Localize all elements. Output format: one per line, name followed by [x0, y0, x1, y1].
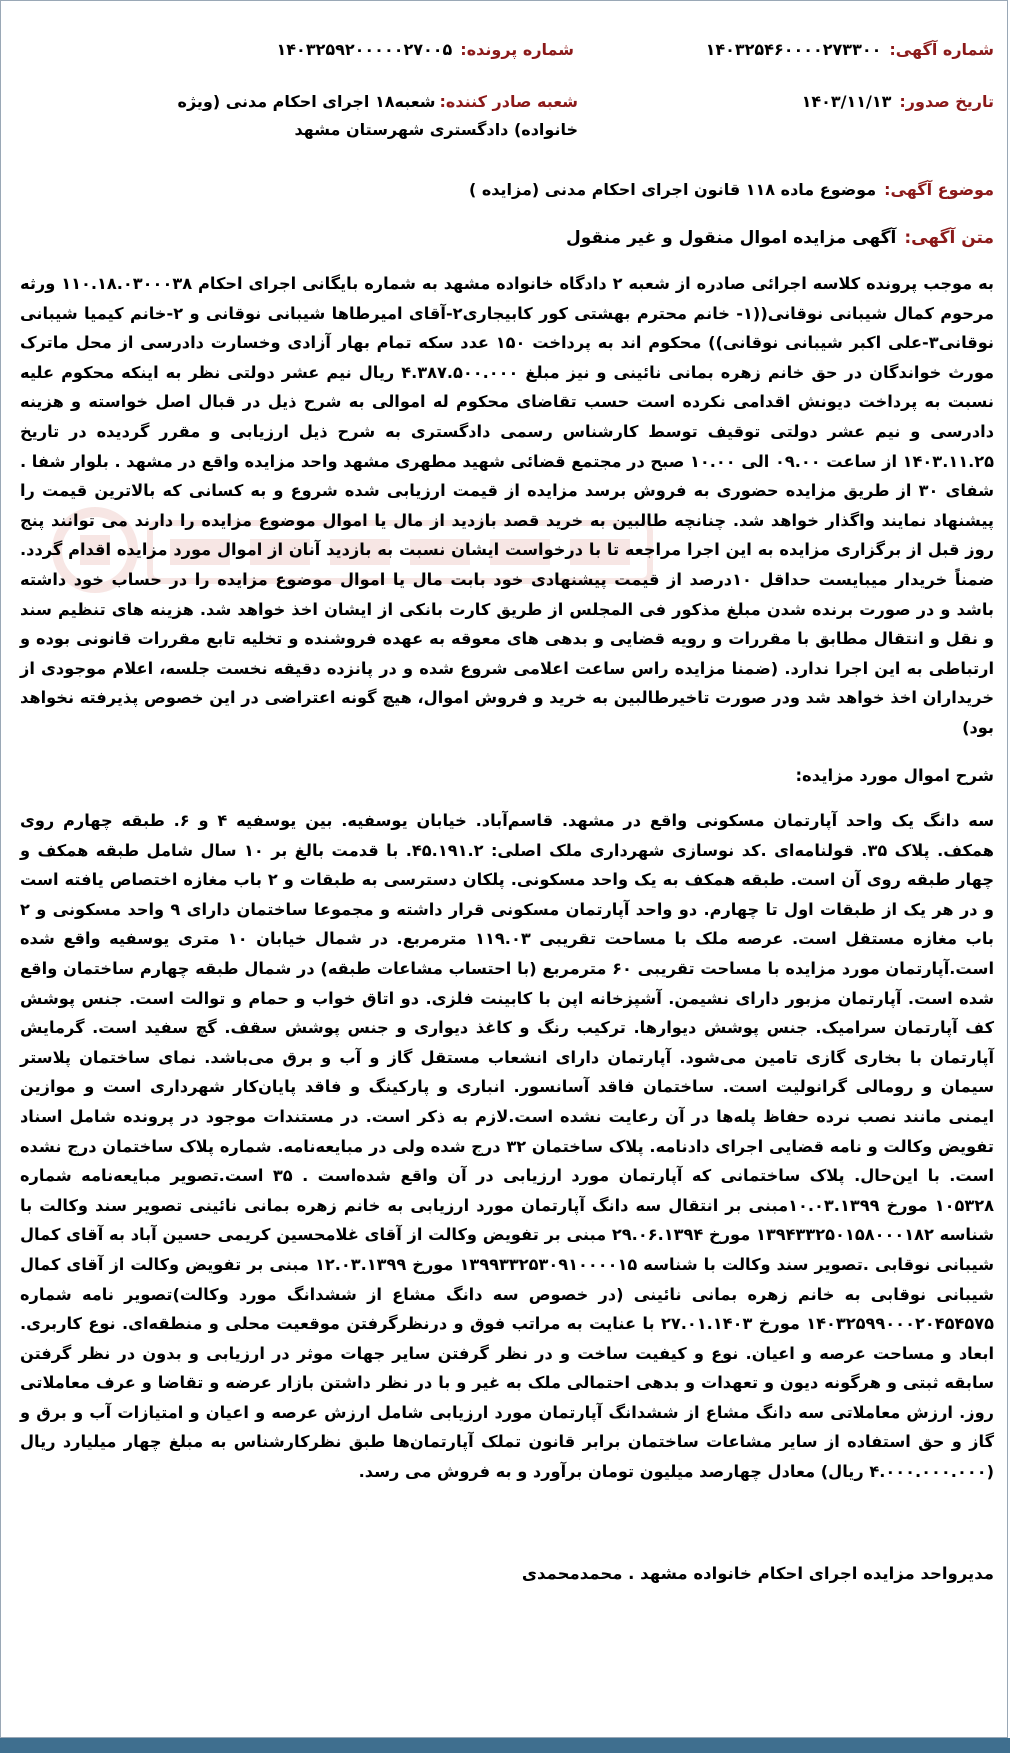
main-paragraph: به موجب پرونده کلاسه اجرائی صادره از شعبه ۲ دادگاه خانواده مشهد به شماره بایگانی اجرای احکام ۱۱۰.۱۸.۰۳۰۰۰۳۸ ورثه مرحوم کمال شیبانی نوقانی((۱- خانم محترم بهشتی کور کابیجاری۲-آقای امیرطاها شیبانی نوقانی و ۲-خانم کیمیا شیبانی نوقانی۳-علی اکبر شیبانی نوقانی)) محکوم اند به پرداخت ۱۵۰ عدد سکه تمام بهار آزادی وخسارت دادرسی از محل ماترک مورث خواندگان در حق خانم زهره بمانی نائینی و نیز مبلغ ۴.۳۸۷.۵۰۰.۰۰۰ ریال نیم عشر دولتی نظر به اینکه محکوم علیه نسبت به پرداخت دیونش اقدامی نکرده است حسب تقاضای محکوم له اموالی به شرح ذیل در قبال اصل خواسته و هزینه دادرسی و نیم عشر دولتی توقیف توسط کارشناس رسمی دادگستری به شرح ذیل ارزیابی و مقرر گردیده در تاریخ ۱۴۰۳.۱۱.۲۵ از ساعت ۰۹.۰۰ الی ۱۰.۰۰ صبح در مجتمع قضائی شهید مطهری مشهد واحد مزایده واقع در مشهد . بلوار شفا . شفای ۳۰ از طریق مزایده حضوری به فروش برسد مزایده از قیمت ارزیابی شده شروع و به کسانی که بالاترین قیمت را پیشنهاد نمایند واگذار خواهد شد. چنانچه طالبین به خرید قصد بازدید از مال یا اموال موضوع مزایده را دارند می توانند پنج روز قبل از برگزاری مزایده به این اجرا مراجعه تا با درخواست ایشان نسبت به بازدید آنان از اموال مورد مزایده اقدام گردد. ضمناً خریدار میبایست حداقل ۱۰درصد از قیمت پیشنهادی خود بابت مال یا اموال موضوع مزایده را در حساب خود داشته باشد و در صورت برنده شدن مبلغ مذکور فی المجلس از طریق کارت بانکی از ایشان اخذ خواهد شد. هزینه های تنظیم سند و نقل و انتقال مطابق با مقررات و رویه قضایی و بدهی های معوقه به عهده فروشنده و تخلیه تابع مقررات قانونی بوده و ارتباطی به این اجرا ندارد. (ضمنا مزایده راس ساعت اعلامی شروع شده و در پانزده دقیقه نخست جلسه، اعلام موجودی از خریداران اخذ خواهد شد ودر صورت تاخیرطالبین به خرید و فروش اموال، هیچ گونه اعتراضی در این خصوص پذیرفته نخواهد بود) — [20, 274, 995, 737]
bottom-bar — [0, 1738, 1010, 1753]
property-paragraph: سه دانگ یک واحد آپارتمان مسکونی واقع در مشهد. قاسم‌آباد. خیابان یوسفیه. بین یوسفیه ۴ و ۶. طبقه چهارم روی همکف. پلاک ۳۵. قولنامه‌ای .کد نوسازی شهرداری ملک اصلی: ۴۵.۱۹۱.۲. با قدمت بالغ بر ۱۰ سال شامل طبقه همکف و چهار طبقه روی آن است. طبقه همکف به یک واحد مسکونی. پلکان دسترسی به طبقات و ۲ باب مغازه اختصاص یافته است و در هر یک از طبقات اول تا چهارم. دو واحد آپارتمان مسکونی قرار داشته و مجموعا ساختمان دارای ۹ واحد مسکونی و ۲ باب مغازه مستقل است. عرصه ملک با مساحت تقریبی ۱۱۹.۰۳ مترمربع. در شمال خیابان ۱۰ متری یوسفیه واقع شده است.آپارتمان مورد مزایده با مساحت تقریبی ۶۰ مترمربع (با احتساب مشاعات طبقه) در شمال طبقه چهارم ساختمان واقع شده است. آپارتمان مزبور دارای نشیمن. آشپزخانه اپن با کابینت فلزی. دو اتاق خواب و حمام و توالت است. جنس پوشش کف آپارتمان سرامیک. جنس پوشش دیوارها. ترکیب رنگ و کاغذ دیواری و جنس پوشش سقف. گچ سفید است. گرمایش آپارتمان با بخاری گازی تامین می‌شود. آپارتمان دارای انشعاب مستقل گاز و آب و برق می‌باشد. نمای ساختمان پلاستر سیمان و رومالی گرانولیت است. ساختمان فاقد آسانسور. انباری و پارکینگ و فاقد پایان‌کار شهرداری است و موازین ایمنی مانند نصب نرده حفاظ پله‌ها در آن رعایت نشده است.لازم به ذکر است. در مستندات موجود در پرونده شامل اسناد تفویض وکالت و نامه قضایی اجرای دادنامه. پلاک ساختمان ۳۲ درج شده ولی در مبایعه‌نامه. شماره پلاک ساختمان درج نشده است. با این‌حال. پلاک ساختمانی که آپارتمان مورد ارزیابی در آن واقع شده‌است . ۳۵ است.تصویر مبایعه‌نامه شماره ۱۰۵۳۲۸ مورخ ۱۰.۰۳.۱۳۹۹مبنی بر انتقال سه دانگ آپارتمان مورد ارزیابی به خانم زهره بمانی نائینی تصویر سند وکالت با شناسه ۱۳۹۴۳۳۲۵۰۱۵۸۰۰۰۱۸۲ مورخ ۲۹.۰۶.۱۳۹۴ مبنی بر تفویض وکالت از آقای غلامحسین کریمی حسین آباد به آقای کمال شیبانی نوقابی .تصویر سند وکالت با شناسه ۱۳۹۹۳۳۲۵۳۰۹۱۰۰۰۰۱۵ مورخ ۱۲.۰۳.۱۳۹۹ مبنی بر تفویض وکالت از آقای کمال شیبانی نوقابی به خانم زهره بمانی نائینی (در خصوص سه دانگ مشاع از ششدانگ مورد وکالت)تصویر نامه شماره ۱۴۰۳۲۵۹۹۰۰۰۲۰۴۵۴۵۷۵ مورخ ۲۷.۰۱.۱۴۰۳ با عنایت به مراتب فوق و درنظرگرفتن موقعیت محلی و منطقه‌ای. نوع کاربری. ابعاد و مساحت عرصه و اعیان. نوع و کیفیت ساخت و در نظر گرفتن سایر جهات موثر در ارزیابی و بدون در نظر گرفتن سابقه ثبتی و هرگونه دیون و تعهدات و بدهی احتمالی ملک به غیر و با در نظر داشتن بازار عرضه و تقاضا و عرف معاملاتی روز. ارزش معاملاتی سه دانگ مشاع از ششدانگ آپارتمان مورد ارزیابی شامل ارزش عرصه و اعیان و امتیازات آب و برق و گاز و حق استفاده از سایر مشاعات ساختمان برابر قانون تملک آپارتمان‌ها طبق نظرکارشناس به مبلغ چهار میلیارد ریال (۴.۰۰۰.۰۰۰.۰۰۰ ریال) معادل چهارصد میلیون تومان برآورد و به فروش می رسد. — [20, 811, 995, 1482]
case-number-label: شماره پرونده: — [460, 40, 574, 59]
ad-number-row — [706, 40, 994, 59]
subject-label: موضوع آگهی: — [884, 180, 994, 199]
issuer-label: شعبه صادر کننده: — [439, 92, 578, 111]
ad-number-value: ۱۴۰۳۲۵۴۶۰۰۰۰۲۷۳۳۰۰ — [705, 40, 882, 59]
subject-row — [469, 180, 994, 199]
ad-number-label: شماره آگهی: — [889, 40, 994, 59]
text-title-value: آگهی مزایده اموال منقول و غیر منقول — [566, 228, 897, 248]
issue-date-value: ۱۴۰۳/۱۱/۱۳ — [801, 92, 892, 111]
signature: مدیرواحد مزایده اجرای احکام خانواده مشهد . محمدمحمدی — [521, 1564, 994, 1583]
property-heading: شرح اموال مورد مزایده: — [795, 766, 994, 785]
case-number-row — [277, 40, 574, 59]
subject-value: موضوع ماده ۱۱۸ قانون اجرای احکام مدنی (مزایده ) — [468, 180, 877, 199]
issuer-block — [138, 88, 578, 144]
issue-date-row — [802, 92, 994, 111]
text-title-row — [566, 228, 994, 248]
issue-date-label: تاریخ صدور: — [899, 92, 994, 111]
case-number-value: ۱۴۰۳۲۵۹۲۰۰۰۰۰۲۷۰۰۵ — [276, 40, 453, 59]
issuer-value: شعبه۱۸ اجرای احکام مدنی (ویژه خانواده) دادگستری شهرستان مشهد — [177, 92, 578, 139]
text-label: متن آگهی: — [904, 228, 994, 248]
